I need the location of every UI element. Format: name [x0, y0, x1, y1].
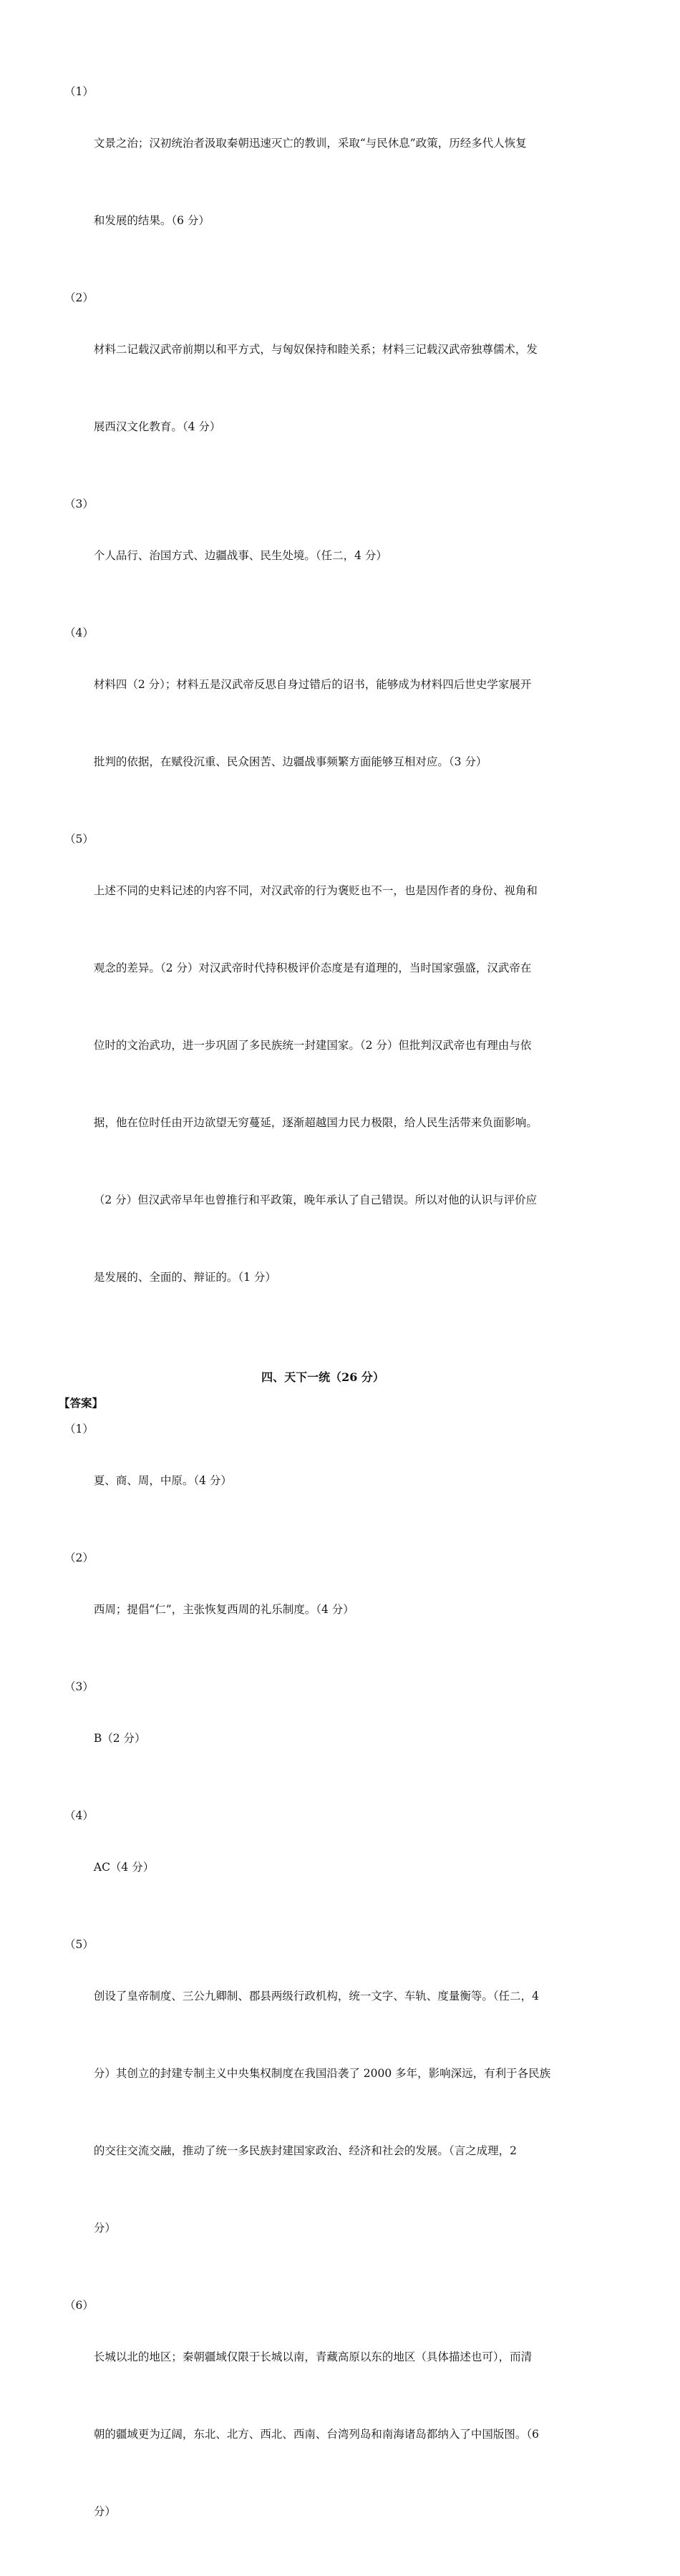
item-number: （4）	[64, 1809, 94, 1822]
item-number: （5）	[64, 833, 94, 846]
part3-item-4	[64, 620, 587, 826]
part3-item-3	[64, 491, 587, 620]
item-text	[94, 1416, 587, 1545]
text-line: 西周；提倡“仁”，主张恢复西周的礼乐制度。（4 分）	[93, 1603, 354, 1616]
text-line: 分）其创立的封建专制主义中央集权制度在我国沿袭了 2000 多年，影响深远，有利于各民族	[93, 2067, 551, 2080]
text-line: B（2 分）	[93, 1732, 146, 1745]
item-text	[94, 79, 587, 285]
text-line: （2 分）但汉武帝早年也曾推行和平政策，晚年承认了自己错误。所以对他的认识与评价应	[93, 1193, 538, 1206]
item-text	[94, 491, 587, 620]
text-line: 批判的依据，在赋役沉重、民众困苦、边疆战事频繁方面能够互相对应。（3 分）	[93, 755, 487, 768]
text-line: 材料四（2 分）；材料五是汉武帝反思自身过错后的诏书，能够成为材料四后世史学家展开	[93, 678, 532, 691]
answer-content	[59, 79, 587, 2576]
part4-answers	[64, 1416, 587, 2576]
part4-item-2	[64, 1545, 587, 1674]
part3-item-5	[64, 826, 587, 1342]
text-line: 据，他在位时任由开边欲望无穷蔓延，逐渐超越国力民力极限，给人民生活带来负面影响。	[93, 1116, 538, 1129]
text-line: 创设了皇帝制度、三公九卿制、郡县两级行政机构，统一文字、车轨、度量衡等。（任二，4	[93, 1990, 539, 2003]
text-line: AC（4 分）	[93, 1861, 155, 1874]
item-number: （3）	[64, 498, 94, 510]
item-text	[94, 285, 587, 491]
text-line: 长城以北的地区；秦朝疆域仅限于长城以南，青藏高原以东的地区（具体描述也可），而清	[93, 2350, 533, 2363]
item-number: （6）	[64, 2299, 94, 2312]
text-line: 朝的疆域更为辽阔，东北、北方、西北、西南、台湾列岛和南海诸岛都纳入了中国版图。（6	[93, 2428, 539, 2441]
item-number: （1）	[64, 1423, 94, 1435]
text-line: 是发展的、全面的、辩证的。（1 分）	[93, 1271, 276, 1284]
part4-item-5	[64, 1932, 587, 2292]
text-line: 上述不同的史料记述的内容不同，对汉武帝的行为褒贬也不一，也是因作者的身份、视角和	[93, 884, 538, 897]
item-number: （1）	[64, 85, 94, 98]
item-number: （2）	[64, 291, 94, 304]
text-line: 分）	[93, 2505, 116, 2518]
item-text	[94, 1674, 587, 1803]
part4-item-4	[64, 1803, 587, 1932]
item-number: （3）	[64, 1680, 94, 1693]
part3-answers	[64, 79, 587, 1342]
text-line: 个人品行、治国方式、边疆战事、民生处境。（任二，4 分）	[93, 549, 387, 562]
item-text	[94, 826, 587, 1342]
item-number: （5）	[64, 1938, 94, 1951]
item-text	[94, 1803, 587, 1932]
answer-label: 【答案】	[59, 1396, 104, 1410]
item-number: （4）	[64, 626, 94, 639]
item-text	[94, 1545, 587, 1674]
part3-item-2	[64, 285, 587, 491]
part3-item-1	[64, 79, 587, 285]
text-line: 文景之治；汉初统治者汲取秦朝迅速灭亡的教训，采取“与民休息”政策，历经多代人恢复	[93, 137, 527, 150]
item-number: （2）	[64, 1551, 94, 1564]
text-line: 的交往交流交融，推动了统一多民族封建国家政治、经济和社会的发展。（言之成理，2	[93, 2144, 517, 2157]
text-line: 和发展的结果。（6 分）	[93, 214, 210, 227]
text-line: 展西汉文化教育。（4 分）	[93, 420, 221, 433]
part4-item-3	[64, 1674, 587, 1803]
item-text	[94, 1932, 587, 2292]
item-text	[94, 620, 587, 826]
section-title: 四、天下一统（26 分）	[261, 1370, 384, 1384]
text-line: 材料二记载汉武帝前期以和平方式，与匈奴保持和睦关系；材料三记载汉武帝独尊儒术，发	[93, 343, 538, 356]
text-line: 观念的差异。（2 分）对汉武帝时代持积极评价态度是有道理的，当时国家强盛，汉武帝在	[93, 962, 532, 974]
part4-item-1	[64, 1416, 587, 1545]
text-line: 分）	[93, 2222, 116, 2234]
text-line: 夏、商、周，中原。（4 分）	[93, 1474, 232, 1487]
text-line: 位时的文治武功，进一步巩固了多民族统一封建国家。（2 分）但批判汉武帝也有理由与依	[93, 1039, 532, 1052]
part4-item-6	[64, 2292, 587, 2576]
item-text	[94, 2292, 587, 2576]
